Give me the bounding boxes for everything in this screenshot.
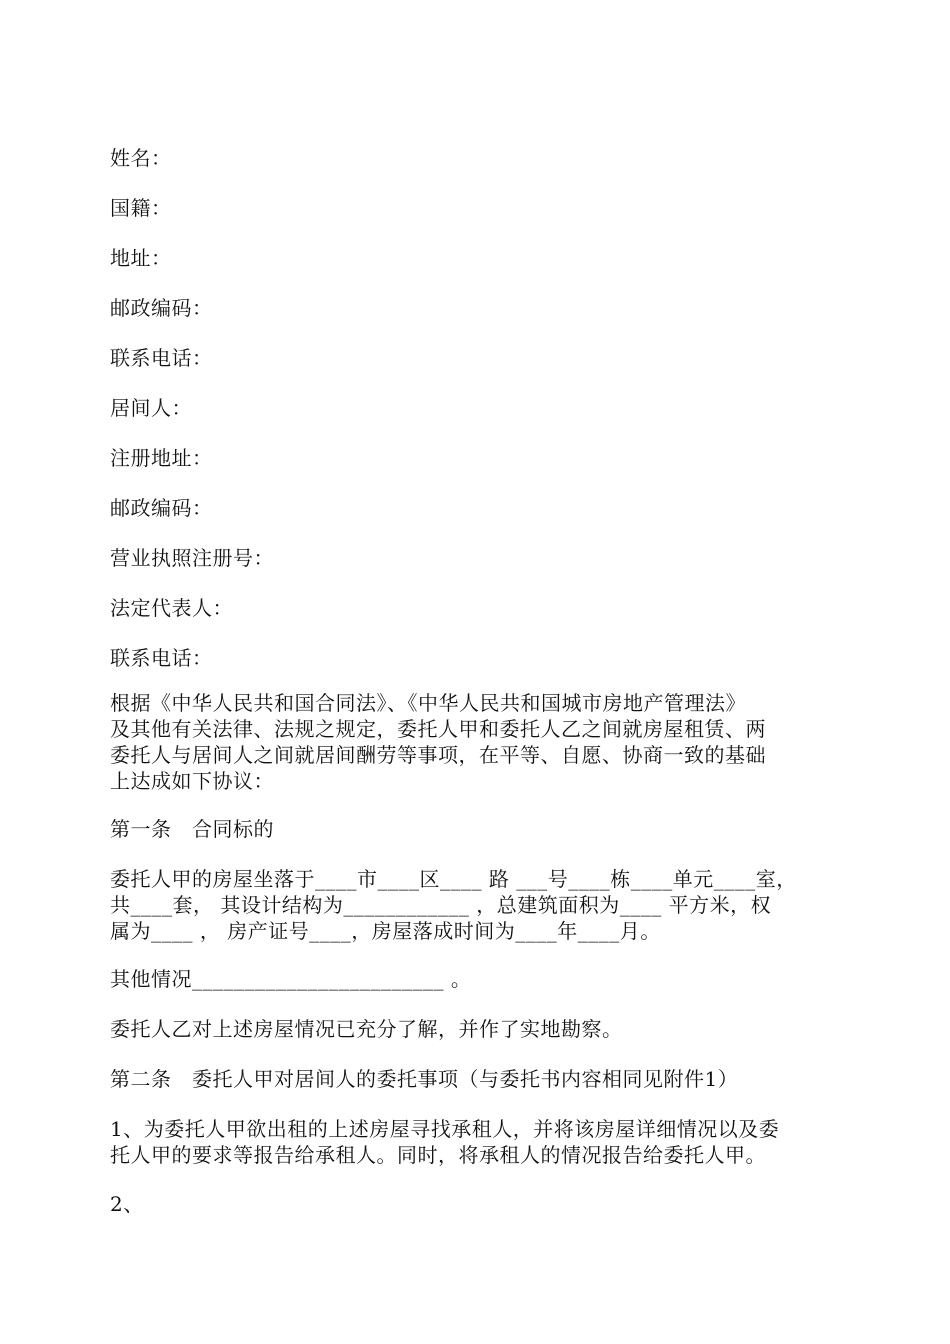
field-license-number: 营业执照注册号： [110,546,274,570]
item-1-line: 托人甲的要求等报告给承租人。同时，将承租人的情况报告给委托人甲。 [110,1143,766,1167]
field-intermediary-phone: 联系电话： [110,646,213,670]
other-situation: 其他情况________________________ 。 [110,967,472,991]
field-nationality: 国籍： [110,196,172,220]
field-legal-representative: 法定代表人： [110,596,233,620]
field-registered-address: 注册地址： [110,446,213,470]
preamble-line: 上达成如下协议： [110,769,274,793]
article-2-heading: 第二条 委托人甲对居间人的委托事项（与委托书内容相同见附件1） [110,1067,739,1091]
field-intermediary: 居间人： [110,396,192,420]
property-line: 共____套， 其设计结构为____________ ，总建筑面积为____ 平方米，权 [110,893,772,917]
article-1-heading: 第一条 合同标的 [110,817,274,841]
item-1-line: 1、为委托人甲欲出租的上述房屋寻找承租人，并将该房屋详细情况以及委 [110,1117,780,1141]
article-2-item-2: 2、 [110,1192,144,1216]
article-2-item-1 [110,1116,860,1168]
property-line: 属为____ ， 房产证号____，房屋落成时间为____年____月。 [110,919,661,943]
property-line: 委托人甲的房屋坐落于____市____区____ 路 ___号____栋____单元____室， [110,867,797,891]
preamble-paragraph [110,690,860,794]
field-address: 地址： [110,246,172,270]
property-paragraph [110,866,860,944]
preamble-line: 根据《中华人民共和国合同法》、《中华人民共和国城市房地产管理法》 [110,691,746,715]
field-intermediary-postcode: 邮政编码： [110,496,213,520]
field-postcode: 邮政编码： [110,296,213,320]
preamble-line: 及其他有关法律、法规之规定，委托人甲和委托人乙之间就房屋租赁、两 [110,717,766,741]
field-name: 姓名： [110,146,172,170]
inspection-statement: 委托人乙对上述房屋情况已充分了解，并作了实地勘察。 [110,1017,623,1041]
preamble-line: 委托人与居间人之间就居间酬劳等事项，在平等、自愿、协商一致的基础 [110,743,766,767]
field-phone: 联系电话： [110,346,213,370]
